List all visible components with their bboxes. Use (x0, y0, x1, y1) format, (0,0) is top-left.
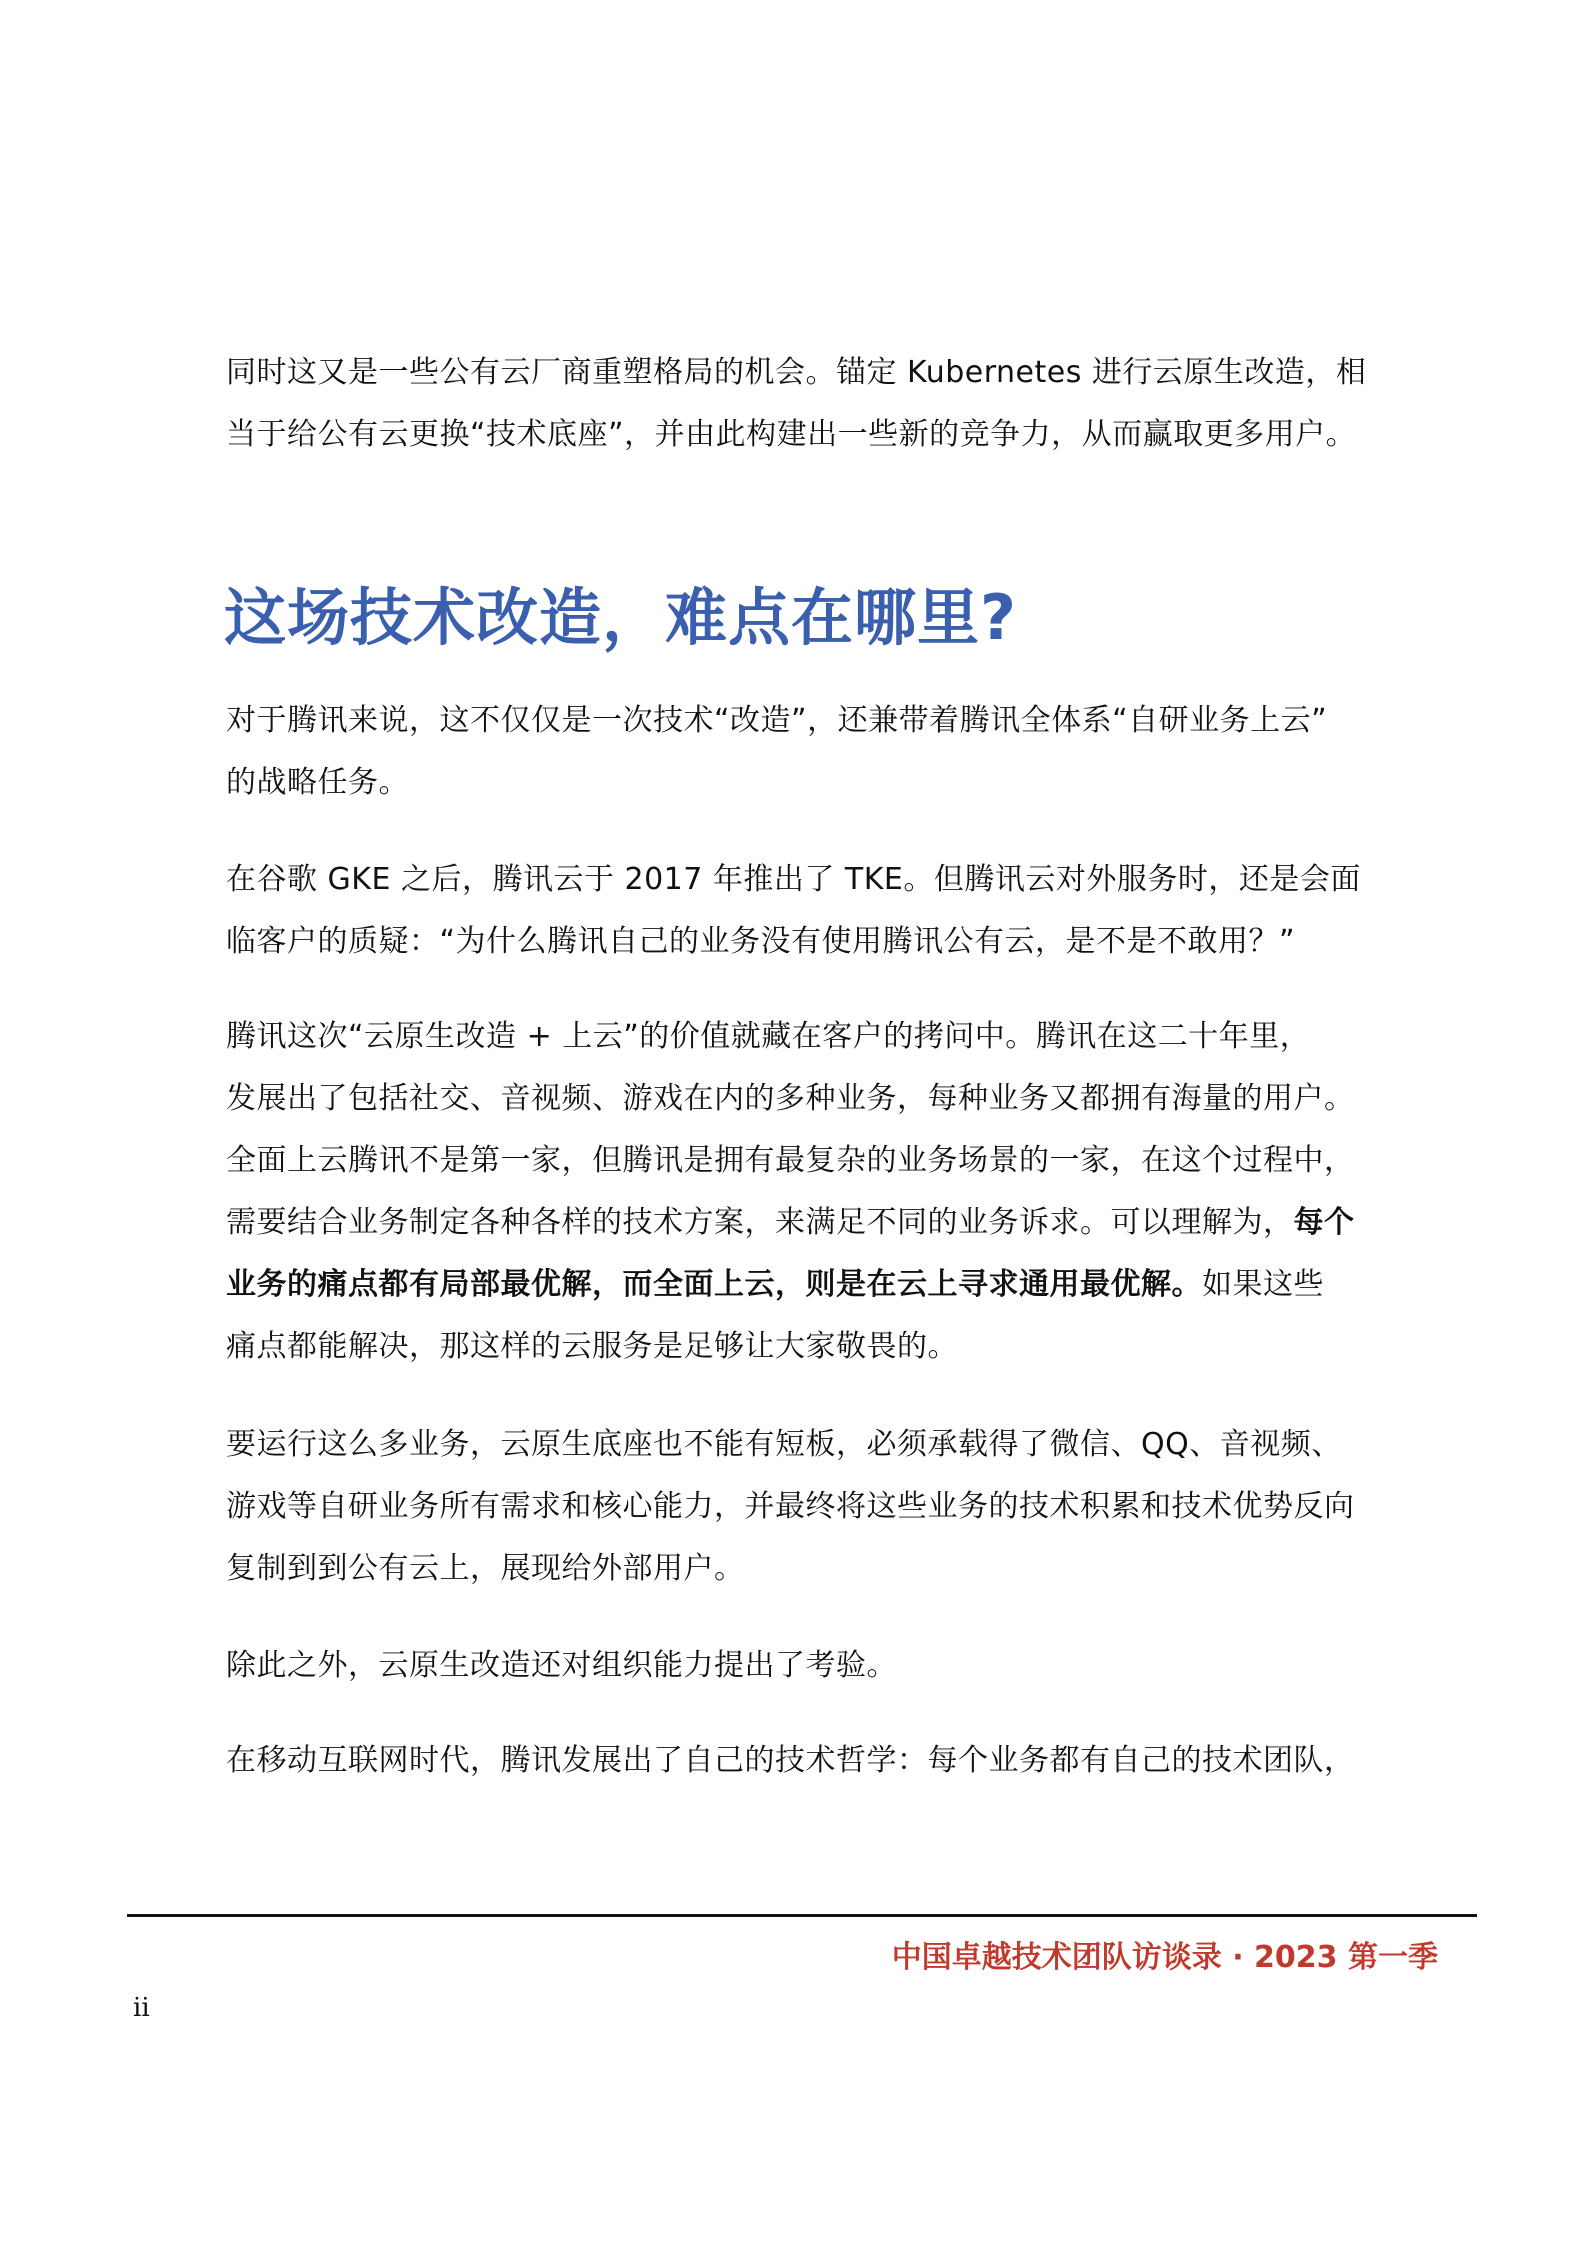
text-segment: 腾讯这次“云原生改造 + 上云”的价值就藏在客户的拷问中。腾讯在这二十年里， (226, 1019, 1311, 1054)
body-paragraph (226, 1730, 1426, 1792)
body-paragraph (226, 690, 1426, 814)
page-number: ii (133, 1993, 150, 2023)
text-line (226, 911, 1426, 973)
text-line (226, 1635, 1426, 1697)
intro-paragraph (226, 342, 1426, 466)
text-segment: 除此之外，云原生改造还对组织能力提出了考验。 (226, 1648, 897, 1683)
text-line (226, 342, 1426, 404)
text-line (226, 1254, 1426, 1316)
text-segment: 全面上云腾讯不是第一家，但腾讯是拥有最复杂的业务场景的一家，在这个过程中， (226, 1143, 1355, 1178)
text-line (226, 404, 1426, 466)
text-line (226, 1130, 1426, 1192)
text-segment: 同时这又是一些公有云厂商重塑格局的机会。锚定 Kubernetes 进行云原生改造，相 (226, 355, 1367, 390)
text-line (226, 690, 1426, 752)
text-segment: 发展出了包括社交、音视频、游戏在内的多种业务，每种业务又都拥有海量的用户。 (226, 1081, 1355, 1116)
text-segment: 临客户的质疑：“为什么腾讯自己的业务没有使用腾讯公有云，是不是不敢用？” (226, 924, 1296, 959)
text-segment: 游戏等自研业务所有需求和核心能力，并最终将这些业务的技术积累和技术优势反向 (226, 1489, 1355, 1524)
text-line (226, 1476, 1426, 1538)
text-line (226, 1316, 1426, 1378)
text-line (226, 1006, 1426, 1068)
text-line (226, 849, 1426, 911)
footer-divider (127, 1914, 1477, 1917)
body-paragraph (226, 1414, 1426, 1600)
body-paragraph (226, 849, 1426, 973)
text-line (226, 1414, 1426, 1476)
text-segment: 在移动互联网时代，腾讯发展出了自己的技术哲学：每个业务都有自己的技术团队， (226, 1743, 1355, 1778)
text-segment: 需要结合业务制定各种各样的技术方案，来满足不同的业务诉求。可以理解为， (226, 1205, 1294, 1240)
text-segment: 当于给公有云更换“技术底座”，并由此构建出一些新的竞争力，从而赢取更多用户。 (226, 417, 1357, 452)
text-segment: 对于腾讯来说，这不仅仅是一次技术“改造”，还兼带着腾讯全体系“自研业务上云” (226, 703, 1328, 738)
footer-title: 中国卓越技术团队访谈录 · 2023 第一季 (891, 1940, 1438, 1975)
text-line (226, 1730, 1426, 1792)
text-segment: 的战略任务。 (226, 765, 409, 800)
text-segment: 在谷歌 GKE 之后，腾讯云于 2017 年推出了 TKE。但腾讯云对外服务时，还是会面 (226, 862, 1361, 897)
text-line (226, 1192, 1426, 1254)
text-segment: 复制到到公有云上，展现给外部用户。 (226, 1551, 745, 1586)
text-segment: 要运行这么多业务，云原生底座也不能有短板，必须承载得了微信、QQ、音视频、 (226, 1427, 1342, 1462)
text-segment: 痛点都能解决，那这样的云服务是足够让大家敬畏的。 (226, 1329, 958, 1364)
text-line (226, 752, 1426, 814)
section-heading: 这场技术改造，难点在哪里? (224, 581, 1017, 654)
text-line (226, 1538, 1426, 1600)
bold-text: 业务的痛点都有局部最优解，而全面上云，则是在云上寻求通用最优解。 (226, 1267, 1202, 1302)
bold-text: 每个 (1293, 1205, 1355, 1240)
body-paragraph (226, 1006, 1426, 1378)
text-segment: 如果这些 (1202, 1267, 1324, 1302)
text-line (226, 1068, 1426, 1130)
body-paragraph (226, 1635, 1426, 1697)
